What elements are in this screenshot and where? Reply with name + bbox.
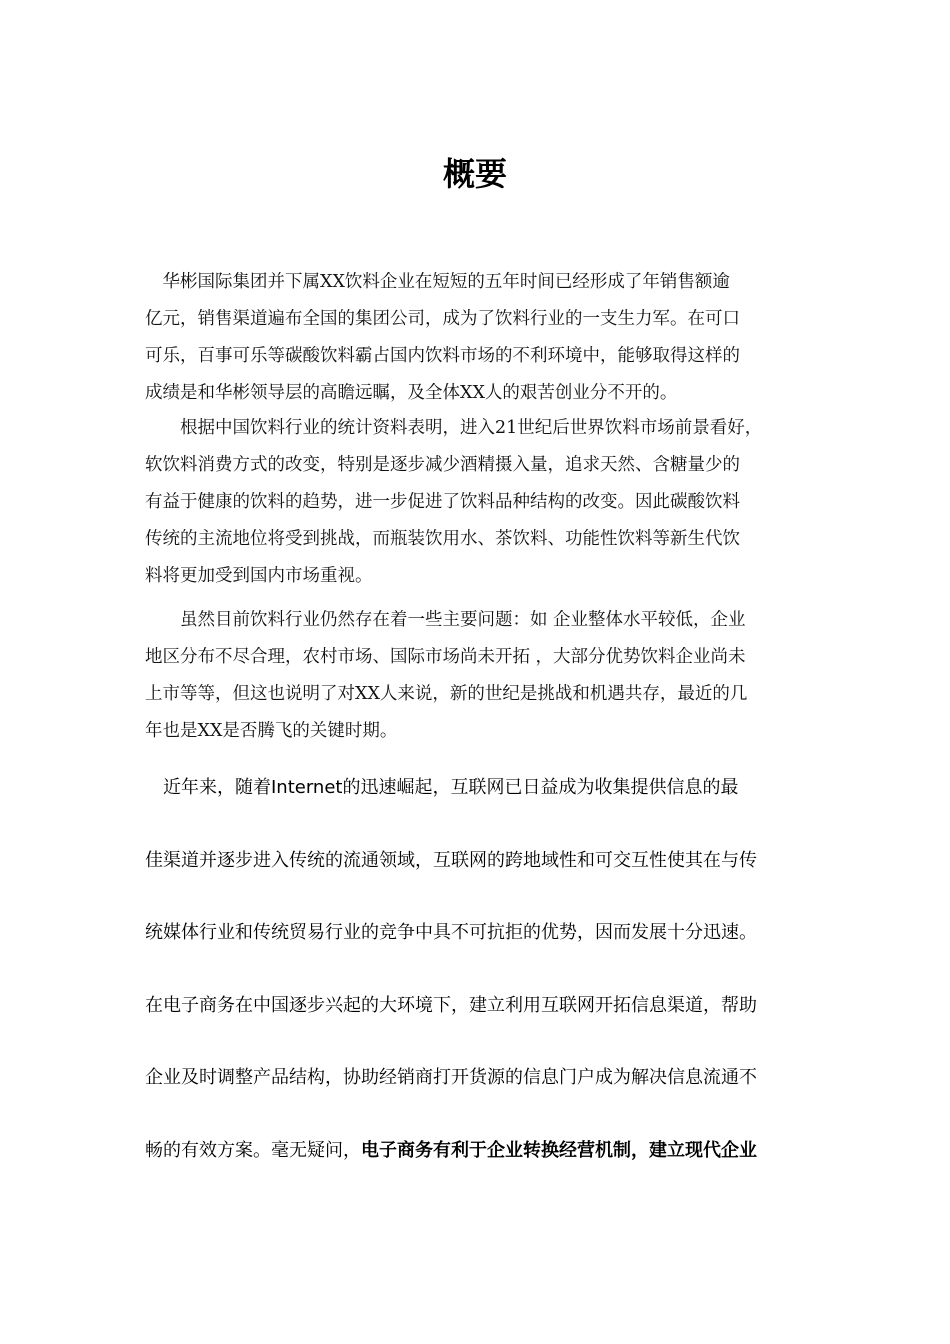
text-line: 根据中国饮料行业的统计资料表明，进入21世纪后世界饮料市场前景看好， <box>145 418 763 438</box>
paragraph-industry-problems <box>145 602 810 750</box>
text-line: 可乐，百事可乐等碳酸饮料霸占国内饮料市场的不利环境中，能够取得这样的 <box>145 346 740 366</box>
text-line: 企业及时调整产品结构，协助经销商打开货源的信息门户成为解决信息流通不 <box>145 1067 757 1088</box>
text-line: 年也是XX是否腾飞的关键时期。 <box>145 721 398 741</box>
paragraph-company-intro <box>145 264 810 412</box>
text-line: 地区分布不尽合理，农村市场、国际市场尚未开拓 ，大部分优势饮料企业尚未 <box>145 647 746 667</box>
text-line-last <box>145 1131 810 1204</box>
paragraph-internet-ecommerce <box>145 768 810 1203</box>
text-line: 虽然目前饮料行业仍然存在着一些主要问题：如 企业整体水平较低，企业 <box>145 610 746 630</box>
text-line: 成绩是和华彬领导层的高瞻远瞩，及全体XX人的艰苦创业分不开的。 <box>145 383 678 403</box>
page-title: 概要 <box>442 155 507 193</box>
paragraph-industry-statistics <box>145 410 810 595</box>
text-line: 料将更加受到国内市场重视。 <box>145 566 373 586</box>
bold-emphasis-text: 电子商务有利于企业转换经营机制，建立现代企业 <box>361 1139 757 1161</box>
text-line: 上市等等，但这也说明了对XX人来说，新的世纪是挑战和机遇共存，最近的几 <box>145 684 748 704</box>
text-line: 统媒体行业和传统贸易行业的竞争中具不可抗拒的优势，因而发展十分迅速。 <box>145 922 757 943</box>
text-line: 亿元，销售渠道遍布全国的集团公司，成为了饮料行业的一支生力军。在可口 <box>145 309 740 329</box>
plain-text: 畅的有效方案。毫无疑问， <box>145 1139 361 1161</box>
text-line: 近年来，随着Internet的迅速崛起，互联网已日益成为收集提供信息的最 <box>145 777 739 798</box>
text-line: 华彬国际集团并下属XX饮料企业在短短的五年时间已经形成了年销售额逾 <box>145 272 730 292</box>
text-line: 佳渠道并逐步进入传统的流通领域，互联网的跨地域性和可交互性使其在与传 <box>145 849 757 871</box>
text-line: 软饮料消费方式的改变，特别是逐步减少酒精摄入量，追求天然、含糖量少的 <box>145 455 740 475</box>
text-line: 传统的主流地位将受到挑战，而瓶装饮用水、茶饮料、功能性饮料等新生代饮 <box>145 529 740 549</box>
text-line: 有益于健康的饮料的趋势，进一步促进了饮料品种结构的改变。因此碳酸饮料 <box>145 492 740 512</box>
text-line: 在电子商务在中国逐步兴起的大环境下，建立利用互联网开拓信息渠道，帮助 <box>145 994 757 1016</box>
